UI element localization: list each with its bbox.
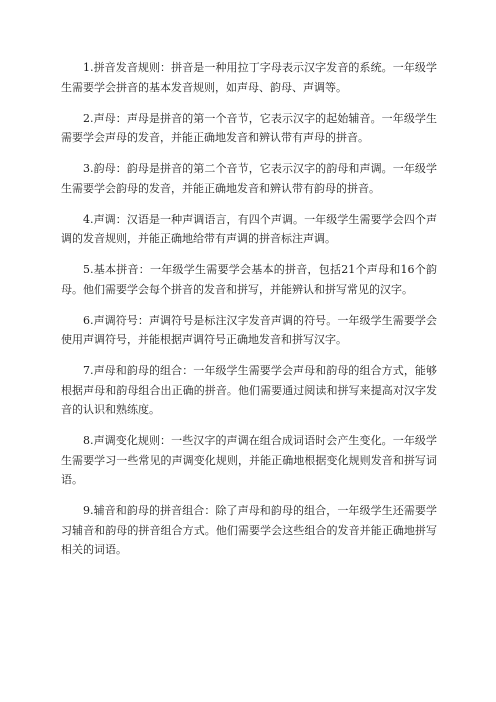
paragraph-9: 9.辅音和韵母的拼音组合：除了声母和韵母的组合，一年级学生还需要学习辅音和韵母的拼音组合方式。他们需要学会这些组合的发音并能正确地拼写相关的词语。 [61,504,437,556]
paragraph-1: 1.拼音发音规则：拼音是一种用拉丁字母表示汉字发音的系统。一年级学生需要学会拼音的基本发音规则，如声母、韵母、声调等。 [61,61,437,94]
paragraph-4: 4.声调：汉语是一种声调语言，有四个声调。一年级学生需要学会四个声调的发音规则，并能正确地给带有声调的拼音标注声调。 [61,212,437,245]
paragraph-5: 5.基本拼音：一年级学生需要学会基本的拼音，包括21个声母和16个韵母。他们需要学会每个拼音的发音和拼写，并能辨认和拼写常见的汉字。 [61,263,437,296]
paragraph-8: 8.声调变化规则：一些汉字的声调在组合成词语时会产生变化。一年级学生需要学习一些常见的声调变化规则，并能正确地根据变化规则发音和拼写词语。 [61,434,437,486]
paragraph-7: 7.声母和韵母的组合：一年级学生需要学会声母和韵母的组合方式，能够根据声母和韵母组合出正确的拼音。他们需要通过阅读和拼写来提高对汉字发音的认识和熟练度。 [61,364,437,416]
paragraph-2: 2.声母：声母是拼音的第一个音节，它表示汉字的起始辅音。一年级学生需要学会声母的发音，并能正确地发音和辨认带有声母的拼音。 [61,111,437,144]
paragraph-6: 6.声调符号：声调符号是标注汉字发音声调的符号。一年级学生需要学会使用声调符号，并能根据声调符号正确地发音和拼写汉字。 [61,313,437,346]
paragraph-3: 3.韵母：韵母是拼音的第二个音节，它表示汉字的韵母和声调。一年级学生需要学会韵母的发音，并能正确地发音和辨认带有韵母的拼音。 [61,162,437,195]
document-body [61,58,437,571]
